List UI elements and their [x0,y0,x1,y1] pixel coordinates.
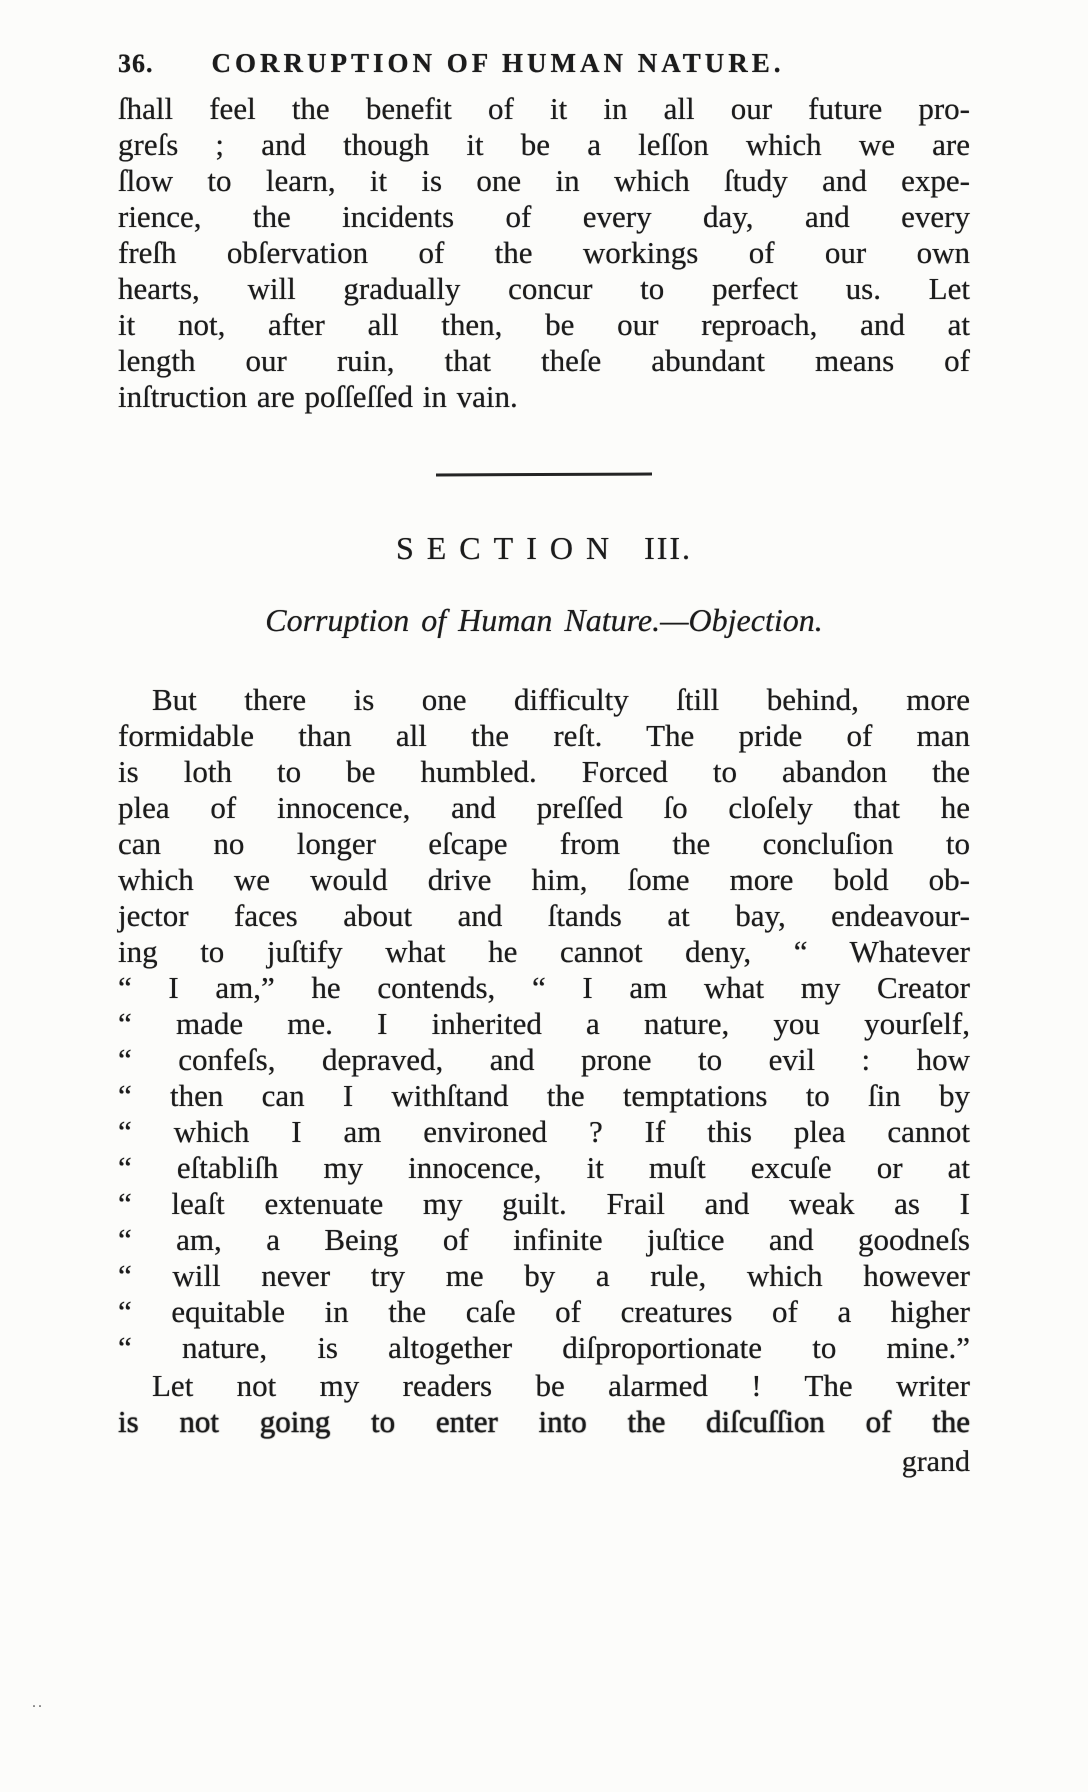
text-line: But there is one difficulty ſtill behind, more [152,682,970,717]
section-heading [118,528,970,568]
text-line: “ then can I withſtand the temptations to ſin by [118,1078,970,1113]
text-line: it not, after all then, be our reproach, and at [118,307,970,342]
text-line: ſhall feel the benefit of it in all our future pro- [118,91,970,126]
text-line: inſtruction are poſſeſſed in vain. [118,379,518,414]
text-line: is loth to be humbled. Forced to abandon the [118,754,970,789]
section-subtitle: Corruption of Human Nature.—Objection. [265,602,823,638]
section-divider-rule [436,473,652,477]
text-line: Let not my readers be alarmed ! The writer [152,1368,970,1403]
text-line: ing to juſtify what he cannot deny, “ Whatever [118,934,970,969]
text-line: “ will never try me by a rule, which however [118,1258,970,1293]
paragraph-closing [118,1368,970,1440]
text-line: length our ruin, that theſe abundant means of [118,343,970,378]
text-line: ſlow to learn, it is one in which ſtudy and expe- [118,163,970,198]
page-header [118,48,970,79]
text-line: “ I am,” he contends, “ I am what my Creator [118,970,970,1005]
text-line: freſh obſervation of the workings of our own [118,235,970,270]
scan-speck: .. [32,1694,44,1711]
text-line: jector faces about and ſtands at bay, endeavour- [118,898,970,933]
page-number: 36. [118,49,154,78]
text-line: hearts, will gradually concur to perfect us. Let [118,271,970,306]
text-line: greſs ; and though it be a leſſon which we are [118,127,970,162]
text-line: rience, the incidents of every day, and every [118,199,970,234]
text-line: “ which I am environed ? If this plea cannot [118,1114,970,1149]
section-heading-word: SECTION [395,530,623,566]
text-line: “ am, a Being of infinite juſtice and goodneſs [118,1222,970,1257]
text-line: which we would drive him, ſome more bold ob- [118,862,970,897]
catchword: grand [901,1445,970,1478]
text-line: “ confeſs, depraved, and prone to evil : how [118,1042,970,1077]
running-title: CORRUPTION OF HUMAN NATURE. [211,48,785,78]
text-line: “ made me. I inherited a nature, you yourſelf, [118,1006,970,1041]
text-line: is not going to enter into the diſcuſſion of the [118,1404,970,1439]
paragraph-objection [118,682,970,1366]
text-line: formidable than all the reſt. The pride of man [118,718,970,753]
text-line: can no longer eſcape from the concluſion to [118,826,970,861]
text-line: “ nature, is altogether diſproportionate to mine.” [118,1330,970,1365]
paragraph-continuation [118,91,970,415]
text-line: plea of innocence, and preſſed ſo cloſely that he [118,790,970,825]
text-line: “ eſtabliſh my innocence, it muſt excuſe or at [118,1150,970,1185]
text-line: “ equitable in the caſe of creatures of a higher [118,1294,970,1329]
section-heading-number: III. [644,530,693,566]
text-line: “ leaſt extenuate my guilt. Frail and weak as I [118,1186,970,1221]
